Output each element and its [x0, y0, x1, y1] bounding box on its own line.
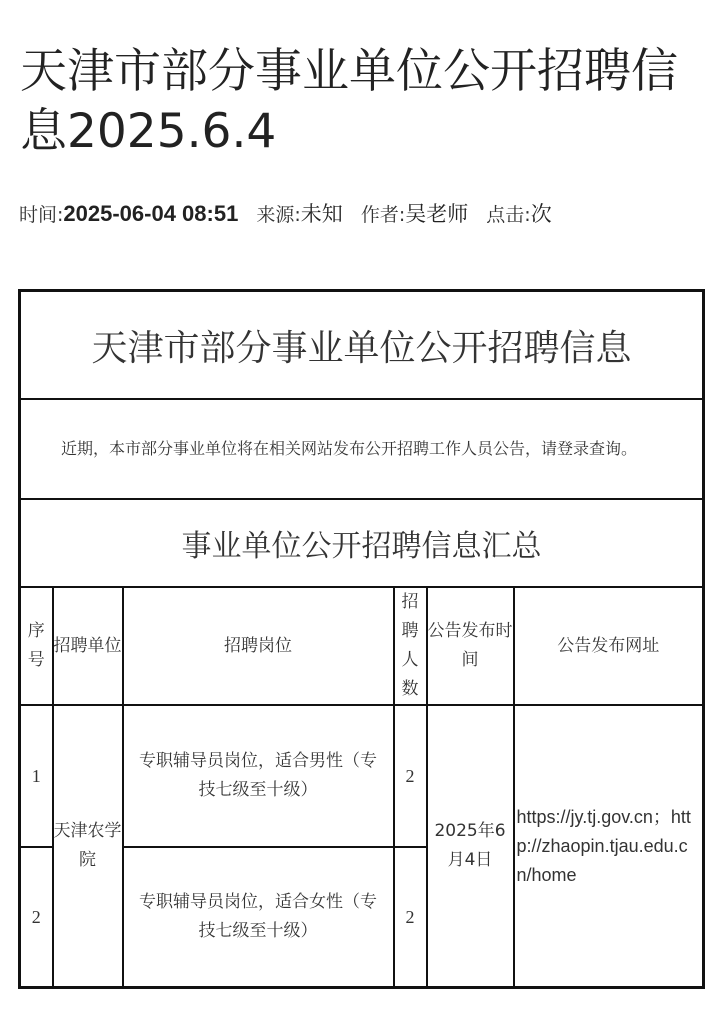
announcement-date: 2025年6月4日 — [427, 705, 514, 988]
recruiting-unit: 天津农学院 — [53, 705, 123, 988]
header-count: 招聘人数 — [394, 587, 427, 705]
row-position: 专职辅导员岗位，适合男性（专技七级至十级） — [123, 705, 394, 847]
time-value: 2025-06-04 08:51 — [63, 201, 239, 226]
header-position: 招聘岗位 — [123, 587, 394, 705]
header-url: 公告发布网址 — [514, 587, 704, 705]
row-position: 专职辅导员岗位，适合女性（专技七级至十级） — [123, 847, 394, 988]
recruitment-table — [18, 289, 705, 989]
row-seq: 2 — [20, 847, 53, 988]
table-subtitle: 事业单位公开招聘信息汇总 — [20, 499, 704, 587]
clicks-label: 点击: — [486, 204, 531, 226]
source-label: 来源: — [256, 204, 301, 226]
author-label: 作者: — [360, 204, 406, 226]
intro-text: 近期，本市部分事业单位将在相关网站发布公开招聘工作人员公告，请登录查询。 — [61, 439, 638, 458]
time-label: 时间: — [19, 204, 64, 226]
table-row — [20, 705, 704, 847]
article-meta — [19, 198, 552, 228]
announcement-url[interactable]: https://jy.tj.gov.cn；http://zhaopin.tjau.edu.cn/home — [514, 705, 704, 988]
table-intro — [20, 399, 704, 499]
table-title: 天津市部分事业单位公开招聘信息 — [20, 291, 704, 400]
row-count: 2 — [394, 847, 427, 988]
header-seq: 序号 — [20, 587, 53, 705]
row-seq: 1 — [20, 705, 53, 847]
article-title: 天津市部分事业单位公开招聘信息2025.6.4 — [20, 44, 678, 159]
header-unit: 招聘单位 — [53, 587, 123, 705]
row-count: 2 — [394, 705, 427, 847]
table-header-row — [20, 587, 704, 705]
header-date: 公告发布时间 — [427, 587, 514, 705]
author-value: 吴老师 — [405, 202, 469, 226]
source-value: 未知 — [300, 202, 343, 226]
clicks-value: 次 — [530, 202, 552, 226]
